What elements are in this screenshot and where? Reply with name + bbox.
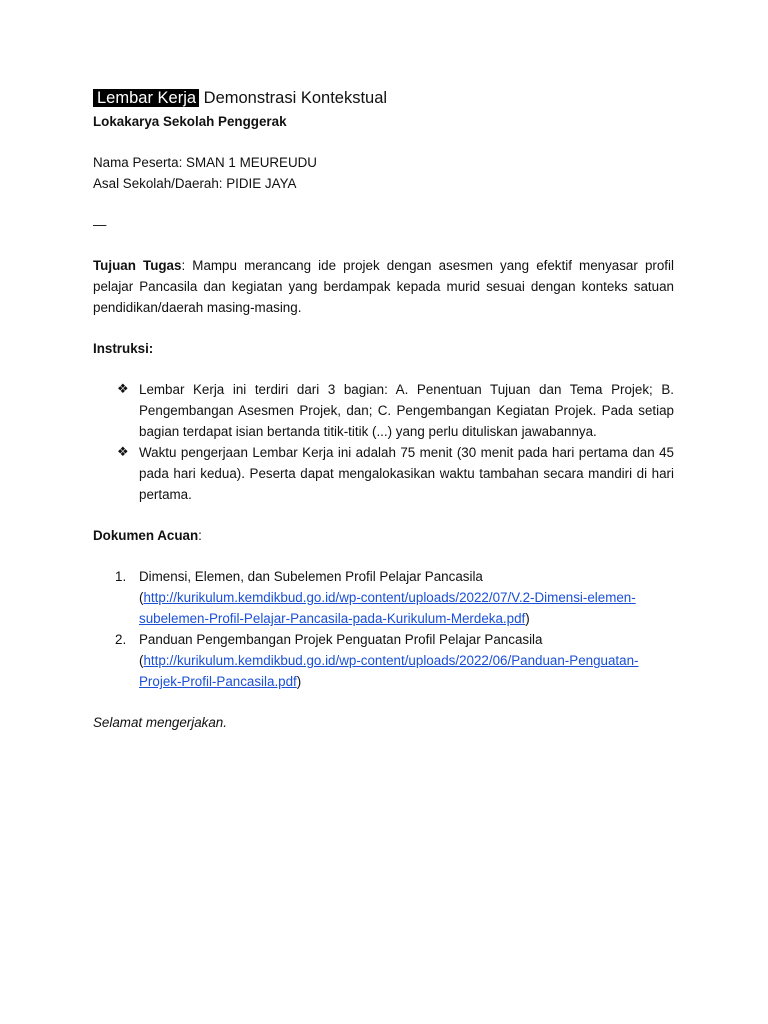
goal-label: Tujuan Tugas <box>93 258 182 273</box>
spacer <box>93 318 674 338</box>
list-item <box>93 379 674 442</box>
references-list <box>93 566 674 692</box>
reference-close-paren: ) <box>525 611 530 626</box>
goal-paragraph <box>93 255 674 318</box>
diamond-bullet-icon: ❖ <box>117 382 129 397</box>
spacer <box>93 359 674 379</box>
separator-dash: — <box>93 217 107 232</box>
reference-open-paren: ( <box>139 653 144 668</box>
reference-open-paren: ( <box>139 590 144 605</box>
reference-title: Panduan Pengembangan Projek Penguatan Profil Pelajar Pancasila <box>139 632 543 647</box>
closing-text: Selamat mengerjakan. <box>93 715 227 730</box>
participant-school: Asal Sekolah/Daerah: PIDIE JAYA <box>93 176 297 191</box>
list-number: 2. <box>115 632 127 647</box>
spacer <box>93 235 674 255</box>
document-subtitle: Lokakarya Sekolah Penggerak <box>93 114 287 129</box>
document-title <box>93 87 674 109</box>
reference-link[interactable]: http://kurikulum.kemdikbud.go.id/wp-content/uploads/2022/06/Panduan-Penguatan-Projek-Profil-Pancasila.pdf <box>139 653 639 689</box>
references-heading <box>93 525 674 546</box>
reference-title: Dimensi, Elemen, dan Subelemen Profil Pelajar Pancasila <box>139 569 483 584</box>
reference-close-paren: ) <box>296 674 302 689</box>
spacer <box>93 546 674 566</box>
list-number: 1. <box>115 569 127 584</box>
spacer <box>93 692 674 712</box>
title-highlight: Lembar Kerja <box>93 89 199 107</box>
spacer <box>93 132 674 152</box>
references-label-suffix: : <box>198 528 202 543</box>
references-label: Dokumen Acuan <box>93 528 199 543</box>
list-item <box>93 442 674 505</box>
diamond-bullet-icon: ❖ <box>117 445 129 460</box>
instructions-list <box>93 379 674 505</box>
instruction-text: Lembar Kerja ini terdiri dari 3 bagian: A. Penentuan Tujuan dan Tema Projek; B. Pengembangan Asesmen Projek, dan; C. Pengembangan Kegiatan Projek. Pada setiap bagian terdapat isian bertanda titik-titik (...) yang perlu dituliskan jawabannya. <box>139 382 674 439</box>
title-rest: Demonstrasi Kontekstual <box>203 89 388 107</box>
spacer <box>93 194 674 214</box>
instruction-text: Waktu pengerjaan Lembar Kerja ini adalah 75 menit (30 menit pada hari pertama dan 45 pada hari kedua). Peserta dapat mengalokasikan waktu tambahan secara mandiri di hari pertama. <box>139 445 674 502</box>
spacer <box>93 505 674 525</box>
goal-text: : Mampu merancang ide projek dengan asesmen yang efektif menyasar profil pelajar Pancasila dan kegiatan yang berdampak kepada murid sesuai dengan konteks satuan pendidikan/daerah masing-masing. <box>93 258 674 315</box>
instructions-label: Instruksi: <box>93 341 154 356</box>
participant-name: Nama Peserta: SMAN 1 MEUREUDU <box>93 155 317 170</box>
list-item <box>93 566 674 629</box>
reference-link[interactable]: http://kurikulum.kemdikbud.go.id/wp-content/uploads/2022/07/V.2-Dimensi-elemen-subelemen-Profil-Pelajar-Pancasila-pada-Kurikulum-Merdeka.pdf <box>139 590 636 626</box>
list-item <box>93 629 674 692</box>
